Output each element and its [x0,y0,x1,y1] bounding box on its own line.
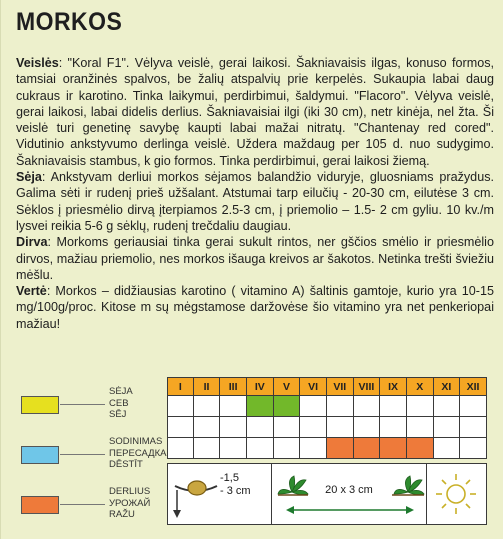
calendar-cell-planting [460,417,487,438]
legend-swatch [21,496,59,514]
depth-text: -1,5 - 3 cm [220,472,251,497]
calendar-cell-sowing [327,396,354,417]
calendar-cell-sowing [354,396,381,417]
legend-planting [13,432,173,472]
growing-icons [167,463,487,525]
calendar-cell-harvest [460,438,487,459]
seed-depth-icon [171,466,221,524]
legend-swatch [21,396,59,414]
legend [13,382,173,532]
month-header: VIII [354,377,381,396]
section-body: : Ankstyvam derliui morkos sėjamos balandžio viduryje, gluosniams pražydus. Galima sėti ir rudenį prieš užšalant. Atstumai tarp eilučių - 20-30 cm, eilutėse 3 cm. Sėklos į priesmėlio dirvą įterpiamos 2.5-3 cm, į priemolio – 1.5- 2 cm gyliu. 10 kv./m lysvei reikia 5-6 g sėklų, rudenį trečdaliu daugiau. [16,170,494,233]
section-value [16,283,494,332]
calendar-cell-sowing [194,396,221,417]
calendar-cell-sowing [300,396,327,417]
page-title: MORKOS [16,8,123,36]
section-heading: Dirva [16,235,48,250]
calendar-cell-planting [327,417,354,438]
section-sowing [16,169,494,234]
legend-label: DERLIUS УРОЖАЙ RAŽU [109,486,151,520]
section-heading: Veislės [16,56,59,70]
calendar-cell-harvest [354,438,381,459]
calendar-cell-harvest [274,438,301,459]
legend-sowing [13,382,173,422]
month-header: VII [327,377,354,396]
calendar-cell-harvest [247,438,274,459]
section-varieties [16,55,494,169]
calendar-cell-harvest [194,438,221,459]
calendar-cell-harvest [167,438,194,459]
calendar-cell-planting [194,417,221,438]
section-heading: Sėja [16,170,42,185]
calendar-cell-sowing [167,396,194,417]
calendar-cell-sowing [274,396,301,417]
month-header: XII [460,377,487,396]
section-body: : "Koral F1". Vėlyva veislė, gerai laikosi. Šakniavaisis ilgas, konuso formos, tamsiai oranžinės spalvos, be žalių atspalvių prie kerpelės. Sukaupia labai daug cukraus ir karotino. Tinka laikymui, perdirbimui, šaldymui. "Flacoro". Vėlyva veislė, gerai laikosi, labai didelis derlius. Šakniavaisiai ilgi (iki 30 cm), netr kinėja, nel žta. Ši veislė turi genetinę savybę kaupti labai mažai nitratų. "Chantenay red cored". Vidutinio ankstyvumo derlinga veislė. Uždera maždaug per 105 d. nuo sudygimo. Šakniavaisis stambus, k gio formos. Tinka perdirbimui, gerai laikosi žiemą. [16,56,494,168]
month-header: V [274,377,301,396]
month-header: II [194,377,221,396]
calendar-cell-planting [380,417,407,438]
calendar-cell-sowing [247,396,274,417]
month-header: XI [434,377,461,396]
calendar-row-harvest [167,438,487,459]
legend-harvest [13,482,173,522]
calendar-cell-planting [167,417,194,438]
section-heading: Vertė [16,284,47,299]
legend-connector [60,504,105,505]
calendar-header [167,377,487,396]
calendar-row-sowing [167,396,487,417]
calendar-cell-sowing [460,396,487,417]
calendar-cell-planting [274,417,301,438]
section-body: : Morkos – didžiausias karotino ( vitamino A) šaltinis gamtoje, kurio yra 10-15 mg/100g/proc. Kitose m sų mėgstamose daržovėse šio vitamino yra net penkeriopai mažiau! [16,284,494,331]
month-header: III [220,377,247,396]
section-soil [16,234,494,283]
calendar-cell-harvest [300,438,327,459]
calendar-cell-planting [407,417,434,438]
calendar-cell-planting [434,417,461,438]
description-text [16,55,494,332]
calendar-cell-harvest [407,438,434,459]
legend-swatch [21,446,59,464]
month-header: X [407,377,434,396]
month-header: IX [380,377,407,396]
spacing-text: 20 x 3 cm [325,484,373,496]
calendar-row-planting [167,417,487,438]
month-header: I [167,377,194,396]
planting-calendar [167,377,487,459]
legend-label: SODINIMAS ПЕРЕСАДКА DĒSTĪT [109,436,167,470]
depth-box [167,463,272,525]
sun-box [427,463,487,525]
legend-label: SĖJA СЕВ SĒJ [109,386,133,420]
calendar-cell-sowing [434,396,461,417]
calendar-cell-sowing [407,396,434,417]
calendar-cell-sowing [220,396,247,417]
calendar-cell-planting [247,417,274,438]
month-header: VI [300,377,327,396]
legend-connector [60,454,105,455]
calendar-cell-planting [300,417,327,438]
calendar-cell-harvest [327,438,354,459]
legend-connector [60,404,105,405]
section-body: : Morkoms geriausiai tinka gerai sukult rintos, ner gščios smėlio ir priesmėlio dirvos, mažiau priemolio, nes morkos išauga kreivos ar šakotos. Netinka trešti šviežiu mėšlu. [16,235,494,282]
calendar-cell-harvest [380,438,407,459]
calendar-cell-harvest [434,438,461,459]
sun-icon [427,464,485,524]
month-header: IV [247,377,274,396]
calendar-cell-sowing [380,396,407,417]
spacing-box [272,463,427,525]
calendar-cell-planting [354,417,381,438]
calendar-cell-harvest [220,438,247,459]
calendar-cell-planting [220,417,247,438]
